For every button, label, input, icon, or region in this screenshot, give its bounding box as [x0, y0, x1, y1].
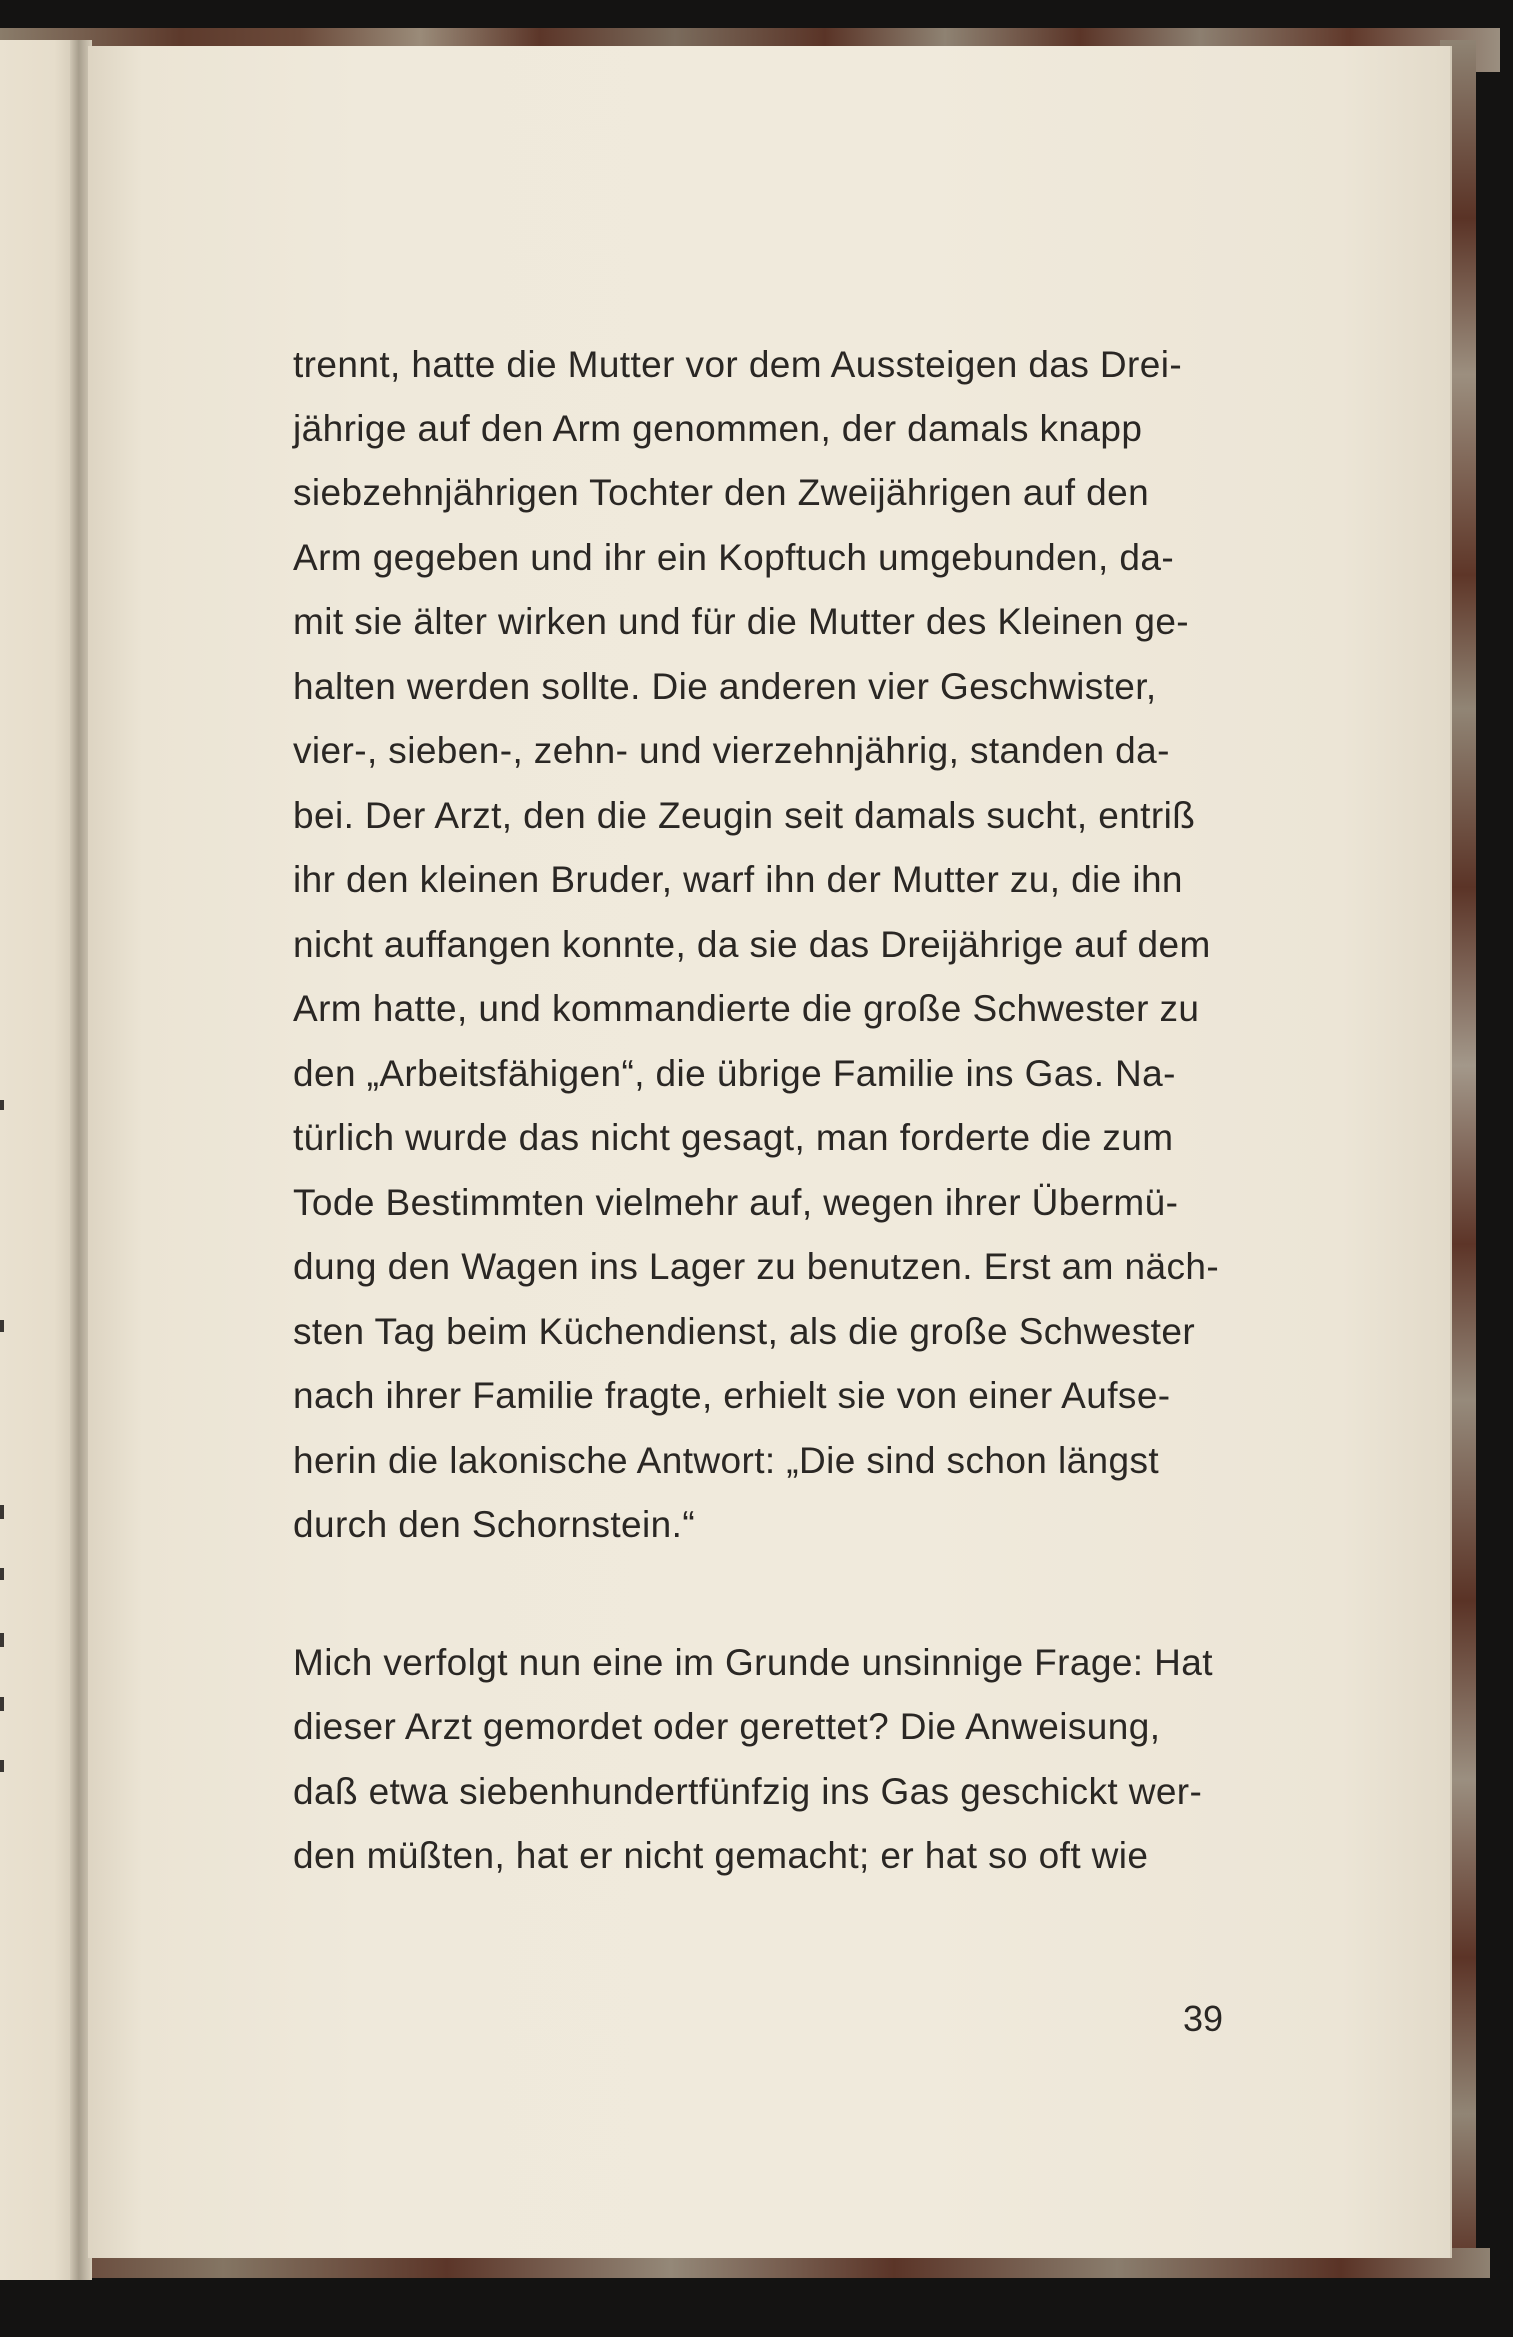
text-line: den müßten, hat er nicht gemacht; er hat so oft wie [293, 1835, 1149, 1876]
text-line: mit sie älter wirken und für die Mutter des Kleinen ge- [293, 601, 1190, 642]
ink-mark [0, 1697, 4, 1711]
text-line: Tode Bestimmten vielmehr auf, wegen ihrer Übermü- [293, 1182, 1179, 1223]
text-line: herin die lakonische Antwort: „Die sind schon längst [293, 1440, 1160, 1481]
text-line: nach ihrer Familie fragte, erhielt sie von einer Aufse- [293, 1375, 1171, 1416]
text-line: siebzehnjährigen Tochter den Zweijährigen auf den [293, 472, 1150, 513]
book-page [88, 46, 1452, 2258]
ink-mark [0, 1100, 4, 1110]
text-line: dung den Wagen ins Lager zu benutzen. Erst am näch- [293, 1246, 1220, 1287]
text-line: Arm gegeben und ihr ein Kopftuch umgebunden, da- [293, 537, 1175, 578]
text-line: Mich verfolgt nun eine im Grunde unsinnige Frage: Hat [293, 1642, 1213, 1683]
ink-mark [0, 1633, 4, 1647]
text-line: dieser Arzt gemordet oder gerettet? Die Anweisung, [293, 1706, 1161, 1747]
ink-mark [0, 1760, 4, 1772]
text-line: trennt, hatte die Mutter vor dem Aussteigen das Drei- [293, 344, 1183, 385]
text-line: türlich wurde das nicht gesagt, man forderte die zum [293, 1117, 1174, 1158]
left-page-edge [0, 40, 78, 2280]
ink-mark [0, 1568, 4, 1580]
text-line: durch den Schornstein.“ [293, 1504, 696, 1545]
ink-mark [0, 1505, 4, 1519]
text-line: ihr den kleinen Bruder, warf ihn der Mutter zu, die ihn [293, 859, 1183, 900]
text-line: sten Tag beim Küchendienst, als die große Schwester [293, 1311, 1196, 1352]
text-line: daß etwa siebenhundertfünfzig ins Gas geschickt wer- [293, 1771, 1203, 1812]
page-number: 39 [1183, 1998, 1224, 2039]
text-line: bei. Der Arzt, den die Zeugin seit damals sucht, entriß [293, 795, 1196, 836]
text-line: Arm hatte, und kommandierte die große Schwester zu [293, 988, 1200, 1029]
text-line: nicht auffangen konnte, da sie das Dreijährige auf dem [293, 924, 1211, 965]
text-line: vier-, sieben-, zehn- und vierzehnjährig, standen da- [293, 730, 1170, 771]
ink-mark [0, 1320, 4, 1332]
text-line: jährige auf den Arm genommen, der damals knapp [293, 408, 1143, 449]
text-line: halten werden sollte. Die anderen vier Geschwister, [293, 666, 1157, 707]
text-line: den „Arbeitsfähigen“, die übrige Familie ins Gas. Na- [293, 1053, 1176, 1094]
